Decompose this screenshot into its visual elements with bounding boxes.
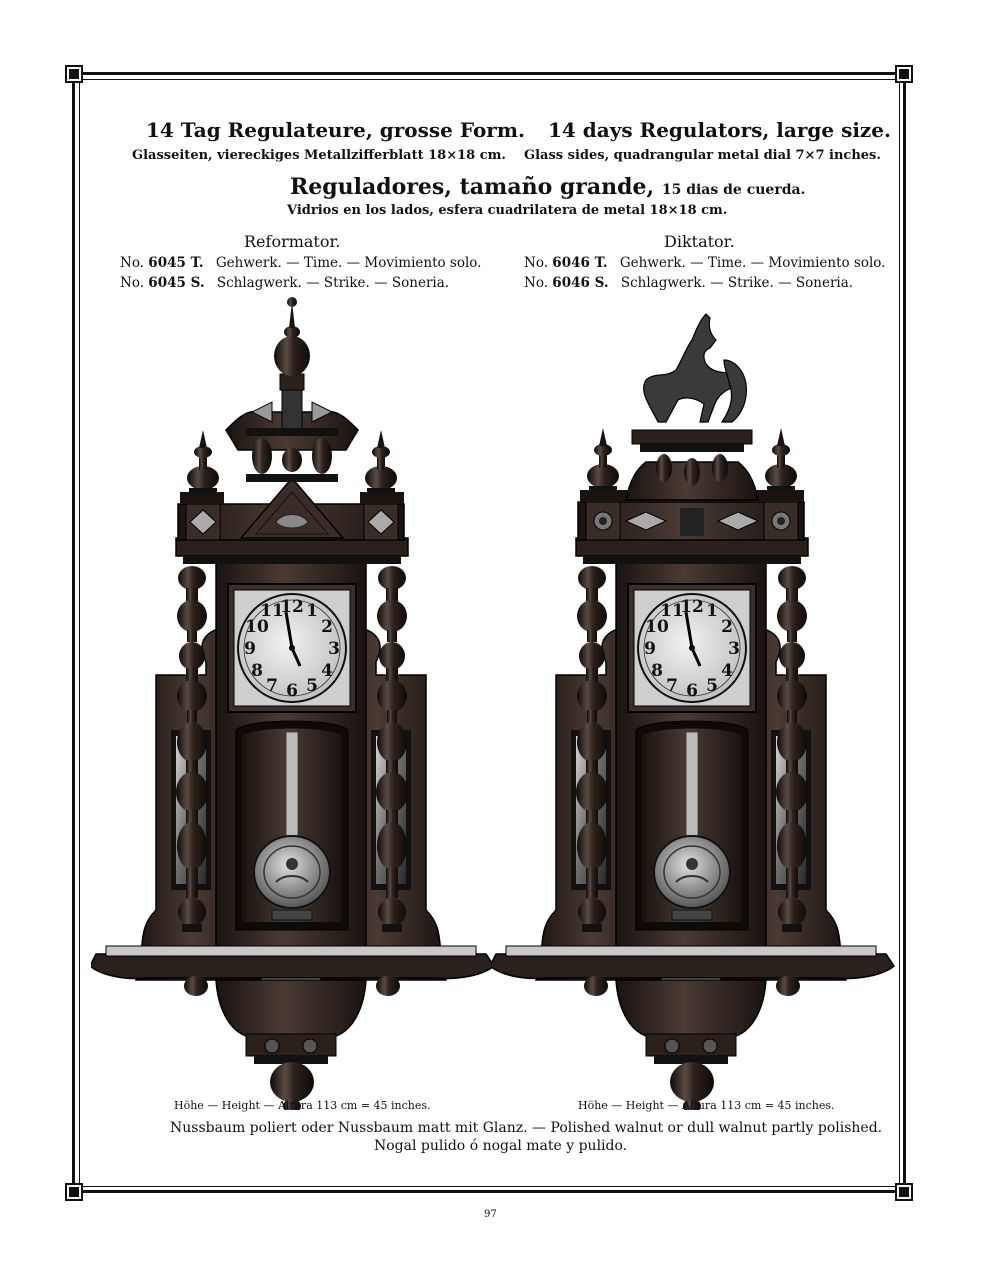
heading-spanish <box>290 174 805 200</box>
frame-bottom <box>76 1190 904 1193</box>
subheading-spanish: Vidrios en los lados, esfera cuadrilatera de metal 18×18 cm. <box>287 203 728 218</box>
frame-corner-tl <box>67 67 81 81</box>
heading-german: 14 Tag Regulateure, grosse Form. <box>146 118 525 142</box>
row-number: 6046 S. <box>552 275 609 291</box>
height-label-left: Höhe — Height — Altura 113 cm = 45 inches. <box>174 1099 431 1112</box>
clock-illustration-diktator <box>491 290 901 1110</box>
row-desc: Schlagwerk. — Strike. — Soneria. <box>216 275 450 291</box>
model-row-left-1 <box>120 255 481 271</box>
frame-corner-br <box>897 1185 911 1199</box>
frame-bottom-inner <box>76 1186 904 1187</box>
heading-english: 14 days Regulators, large size. <box>548 118 891 142</box>
height-label-right: Höhe — Height — Altura 113 cm = 45 inches. <box>578 1099 835 1112</box>
row-prefix: No. <box>120 275 144 291</box>
frame-top <box>76 72 904 75</box>
page-number: 97 <box>484 1209 497 1220</box>
heading-spanish-main: Reguladores, tamaño grande, <box>290 174 655 200</box>
model-name-left: Reformator. <box>244 232 341 251</box>
row-desc: Schlagwerk. — Strike. — Soneria. <box>620 275 854 291</box>
frame-top-inner <box>76 79 904 80</box>
row-desc: Gehwerk. — Time. — Movimiento solo. <box>215 255 482 271</box>
model-row-right-2 <box>524 275 853 291</box>
row-number: 6045 S. <box>148 275 205 291</box>
finish-line-1: Nussbaum poliert oder Nussbaum matt mit Glanz. — Polished walnut or dull walnut partly polished. <box>170 1120 883 1136</box>
model-name-right: Diktator. <box>664 232 735 251</box>
subheading-german: Glasseiten, viereckiges Metallzifferblatt 18×18 cm. <box>132 148 506 163</box>
row-number: 6045 T. <box>148 255 204 271</box>
finish-line-2: Nogal pulido ó nogal mate y pulido. <box>374 1138 628 1154</box>
model-row-left-2 <box>120 275 449 291</box>
row-prefix: No. <box>524 255 548 271</box>
row-desc: Gehwerk. — Time. — Movimiento solo. <box>619 255 886 271</box>
frame-left <box>72 76 75 1192</box>
heading-spanish-suffix: 15 dias de cuerda. <box>661 182 806 198</box>
subheading-english: Glass sides, quadrangular metal dial 7×7 inches. <box>524 148 881 163</box>
frame-right <box>903 76 906 1192</box>
row-prefix: No. <box>120 255 144 271</box>
row-prefix: No. <box>524 275 548 291</box>
frame-corner-tr <box>897 67 911 81</box>
clock-illustration-reformator <box>91 290 501 1110</box>
frame-corner-bl <box>67 1185 81 1199</box>
row-number: 6046 T. <box>552 255 608 271</box>
frame-left-inner <box>79 76 80 1192</box>
model-row-right-1 <box>524 255 885 271</box>
